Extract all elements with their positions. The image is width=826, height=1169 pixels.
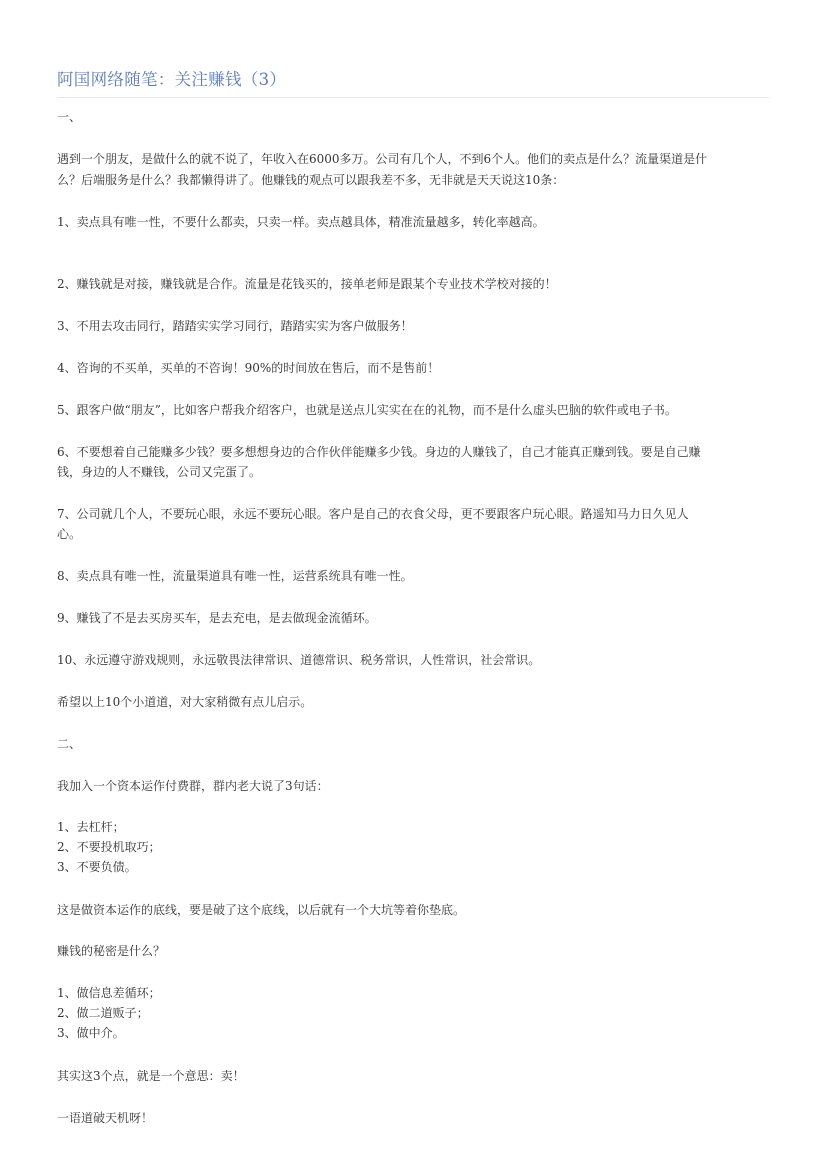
closing-line: 希望以上10个小道道，对大家稍微有点儿启示。 xyxy=(57,695,313,709)
page-title: 阿国网络随笔：关注赚钱（3） xyxy=(57,70,287,89)
rule-item-1: 1、去杠杆； xyxy=(57,820,125,834)
list-item-6-line-1: 6、不要想着自己能赚多少钱？要多想想身边的合作伙伴能赚多少钱。身边的人赚钱了，自己才能真正赚到钱。要是自己赚 xyxy=(57,445,701,459)
list-item-6-line-2: 钱，身边的人不赚钱，公司又完蛋了。 xyxy=(57,465,262,479)
question-text: 赚钱的秘密是什么？ xyxy=(57,944,166,958)
list-item-10: 10、永远遵守游戏规则，永远敬畏法律常识、道德常识、税务常识，人性常识，社会常识。 xyxy=(57,653,541,667)
conclusion-text: 其实这3个点，就是一个意思：卖！ xyxy=(57,1069,245,1083)
list-item-3: 3、不用去攻击同行，踏踏实实学习同行，踏踏实实为客户做服务！ xyxy=(57,319,413,333)
title-divider xyxy=(57,97,769,98)
list-item-5: 5、跟客户做“朋友”，比如客户帮我介绍客户，也就是送点儿实实在在的礼物，而不是什么虚头巴脑的软件或电子书。 xyxy=(57,403,677,417)
rule-item-2: 2、不要投机取巧； xyxy=(57,840,161,854)
intro-paragraph-line-2: 么？后端服务是什么？我都懒得讲了。他赚钱的观点可以跟我差不多，无非就是天天说这10条： xyxy=(57,173,565,187)
list-item-7-line-2: 心。 xyxy=(57,527,82,541)
bottom-line-text: 这是做资本运作的底线，要是破了这个底线，以后就有一个大坑等着你垫底。 xyxy=(57,903,466,917)
secret-item-2: 2、做二道贩子； xyxy=(57,1006,149,1020)
list-item-8: 8、卖点具有唯一性，流量渠道具有唯一性，运营系统具有唯一性。 xyxy=(57,569,413,583)
list-item-4: 4、咨询的不买单，买单的不咨询！90%的时间放在售后，而不是售前！ xyxy=(57,361,440,375)
intro-paragraph-line-1: 遇到一个朋友，是做什么的就不说了，年收入在6000多万。公司有几个人，不到6个人。他们的卖点是什么？流量渠道是什 xyxy=(57,152,708,166)
list-item-7-line-1: 7、公司就几个人，不要玩心眼，永远不要玩心眼。客户是自己的衣食父母，更不要跟客户玩心眼。路遥知马力日久见人 xyxy=(57,507,689,521)
section-heading-2: 二、 xyxy=(57,737,82,751)
list-item-9: 9、赚钱了不是去买房买车，是去充电，是去做现金流循环。 xyxy=(57,611,377,625)
rule-item-3: 3、不要负债。 xyxy=(57,860,137,874)
list-item-1: 1、卖点具有唯一性，不要什么都卖，只卖一样。卖点越具体，精准流量越多，转化率越高。 xyxy=(57,215,545,229)
list-item-2: 2、赚钱就是对接，赚钱就是合作。流量是花钱买的，接单老师是跟某个专业技术学校对接的！ xyxy=(57,277,557,291)
section-heading-1: 一、 xyxy=(57,110,82,124)
group-intro: 我加入一个资本运作付费群，群内老大说了3句话： xyxy=(57,779,329,793)
secret-item-3: 3、做中介。 xyxy=(57,1026,125,1040)
final-text: 一语道破天机呀！ xyxy=(57,1111,154,1125)
secret-item-1: 1、做信息差循环； xyxy=(57,986,161,1000)
